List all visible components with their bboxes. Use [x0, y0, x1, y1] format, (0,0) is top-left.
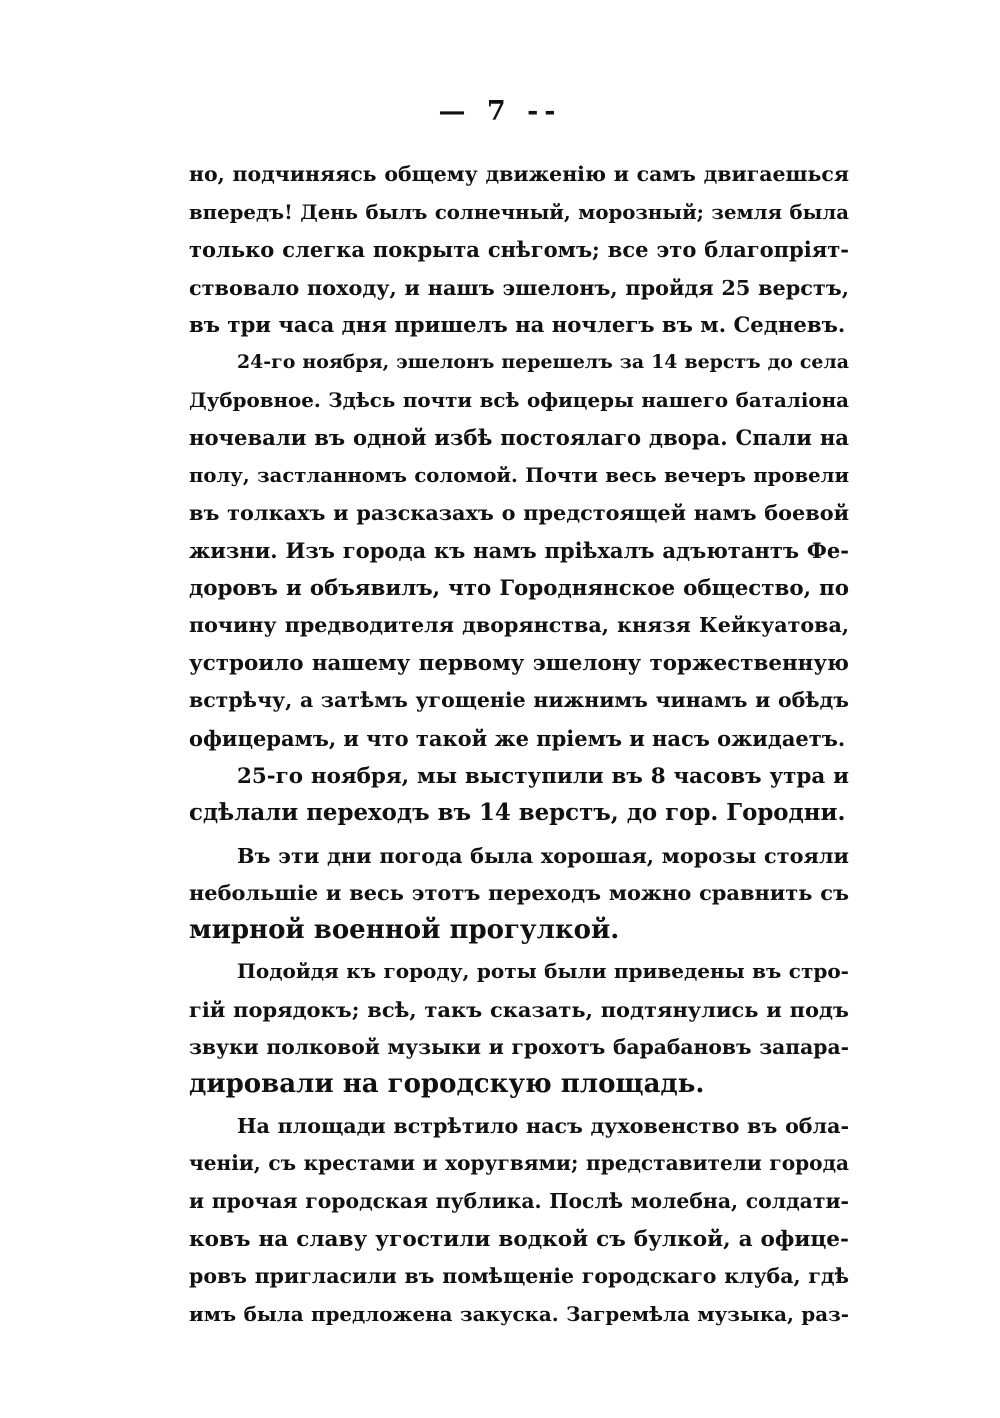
- text-line: Подойдя къ городу, роты были приведены въ стро-: [237, 959, 849, 984]
- paragraph-2: [189, 344, 849, 758]
- text-line: офицерамъ, и что такой же пріемъ и насъ ожидаетъ.: [189, 725, 846, 751]
- paragraph-3: [189, 758, 849, 833]
- text-line: Въ эти дни погода была хорошая, морозы стояли: [237, 842, 849, 868]
- text-line: сдѣлали переходъ въ 14 верстъ, до гор. Городни.: [189, 800, 846, 827]
- text-line: ствовало походу, и нашъ эшелонъ, пройдя 25 верстъ,: [189, 274, 849, 300]
- text-line: ровъ пригласили въ помѣщеніе городскаго клуба, гдѣ: [189, 1264, 849, 1289]
- text-line: впередъ! День былъ солнечный, морозный; земля была: [189, 200, 849, 224]
- text-line: только слегка покрыта снѣгомъ; все это благопріят-: [189, 237, 849, 263]
- text-line: жизни. Изъ города къ намъ пріѣхалъ адъютантъ Фе-: [189, 537, 849, 563]
- text-line: почину предводителя дворянства, князя Кейкуатова,: [189, 613, 849, 638]
- text-line: мирной военной прогулкой.: [189, 914, 620, 945]
- text-line: гій порядокъ; всѣ, такъ сказать, подтянулись и подъ: [189, 997, 849, 1023]
- text-line: небольшіе и весь этотъ переходъ можно сравнить съ: [189, 880, 849, 906]
- paragraph-5: [189, 953, 849, 1103]
- text-line: и прочая городская публика. Послѣ молебна, солдати-: [189, 1189, 849, 1214]
- text-line: имъ была предложена закуска. Загремѣла музыка, раз-: [189, 1301, 849, 1326]
- text-line: звуки полковой музыки и грохотъ барабановъ запара-: [189, 1034, 849, 1059]
- text-line: но, подчиняясь общему движенію и самъ двигаешься: [189, 162, 849, 186]
- paragraph-1: [189, 156, 849, 344]
- text-line: На площади встрѣтило насъ духовенство въ обла-: [237, 1113, 849, 1138]
- text-line: полу, застланномъ соломой. Почти весь вечеръ провели: [189, 463, 849, 487]
- text-line: ночевали въ одной избѣ постоялаго двора. Спали на: [189, 425, 849, 451]
- text-line: ковъ на славу угостили водкой съ булкой, а офице-: [189, 1226, 849, 1252]
- body-text: [189, 156, 849, 1333]
- paragraph-4: [189, 837, 849, 950]
- text-line: въ три часа дня пришелъ на ночлегъ въ м. Седневъ.: [189, 312, 846, 338]
- text-line: 25-го ноября, мы выступили въ 8 часовъ утра и: [237, 763, 849, 789]
- paragraph-6: [189, 1108, 849, 1334]
- text-line: дировали на городскую площадь.: [189, 1069, 705, 1100]
- text-line: встрѣчу, а затѣмъ угощеніе нижнимъ чинамъ и обѣдъ: [189, 688, 849, 713]
- text-line: устроило нашему первому эшелону торжественную: [189, 650, 849, 676]
- text-line: ченіи, съ крестами и хоругвями; представители города: [189, 1151, 849, 1176]
- text-line: доровъ и объявилъ, что Городнянское общество, по: [189, 575, 849, 601]
- text-line: 24-го ноября, эшелонъ перешелъ за 14 верстъ до села: [237, 350, 849, 373]
- text-line: Дубровное. Здѣсь почти всѣ офицеры нашего баталіона: [189, 387, 849, 412]
- text-line: въ толкахъ и разсказахъ о предстоящей намъ боевой: [189, 500, 849, 526]
- page-number: — 7 --: [438, 96, 562, 127]
